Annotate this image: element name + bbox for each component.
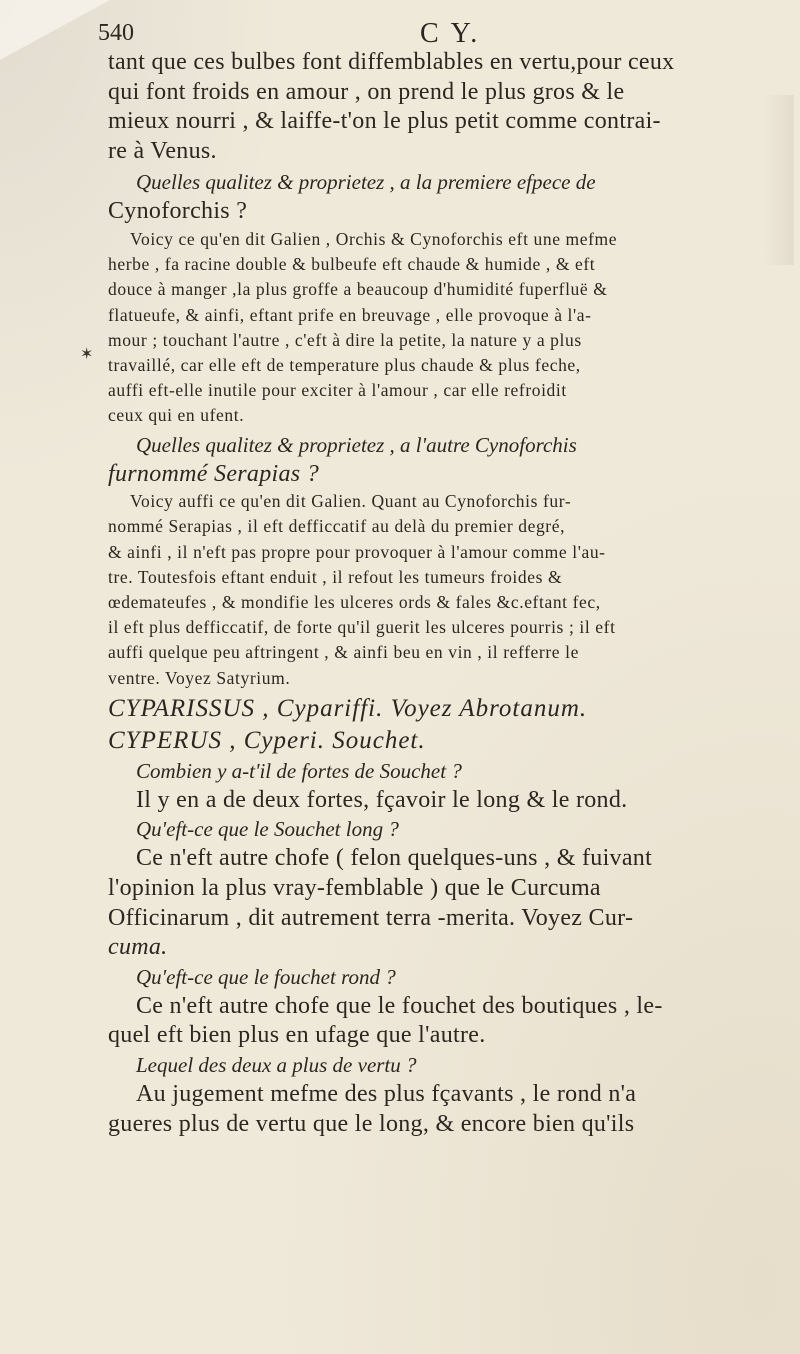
answer-paragraph [108,227,788,429]
question-heading: Lequel des deux a plus de vertu ? [136,1052,417,1077]
text-line: auffi eft-elle inutile pour exciter à l'amour , car elle refroidit [108,380,567,401]
text-line: Cynoforchis ? [108,198,248,225]
entry-title-cyparissus: CYPARISSUS , Cypariffi. Voyez Abrotanum. [108,694,588,722]
text-line: quel eft bien plus en ufage que l'autre. [108,1022,486,1049]
text-line: Ce n'eft autre chofe ( felon quelques-uns , & fuivant [136,845,653,872]
text-line: Quelles qualitez & proprietez , a la premiere efpece de [136,170,596,195]
text-line: auffi quelque peu aftringent , & ainfi beu en vin , il refferre le [108,642,579,663]
page-corner-fold [0,0,110,60]
text-block [108,48,788,1139]
text-line: qui font froids en amour , on prend le plus gros & le [108,78,625,105]
text-line: œdemateufes , & mondifie les ulceres ords & fales &c.eftant fec, [108,592,601,612]
question-heading: Qu'eft-ce que le Souchet long ? [136,817,399,842]
text-line: tant que ces bulbes font diffemblables en vertu,pour ceux [108,49,675,75]
answer-line: Il y en a de deux fortes, fçavoir le long & le rond. [136,786,628,813]
text-line: nommé Serapias , il eft defficcatif au delà du premier degré, [108,516,566,537]
text-line: gueres plus de vertu que le long, & encore bien qu'ils [108,1110,635,1137]
question-heading-continuation [108,460,788,490]
text-line: Quelles qualitez & proprietez , a l'autre Cynoforchis [136,432,577,457]
text-line: & ainfi , il n'eft pas propre pour provoquer à l'amour comme l'au- [108,541,606,562]
text-line: Voicy ce qu'en dit Galien , Orchis & Cynoforchis eft une mefme [130,228,618,249]
text-line: travaillé, car elle eft de temperature plus chaude & plus feche, [108,354,581,375]
paragraph-intro [108,48,788,166]
text-line: il eft plus defficcatif, de forte qu'il guerit les ulceres pourris ; il eft [108,617,616,638]
text-line: re à Venus. [108,137,217,164]
text-line: Ce n'eft autre chofe que le fouchet des boutiques , le- [136,992,663,1019]
text-line: herbe , fa racine double & bulbeufe eft chaude & humide , & eft [108,254,596,275]
text-line: l'opinion la plus vray-femblable ) que le Curcuma [108,875,601,901]
question-heading: Combien y a-t'il de fortes de Souchet ? [136,758,462,783]
text-line: ceux qui en ufent. [108,405,245,426]
text-line: Au jugement mefme des plus fçavants , le rond n'a [136,1080,637,1107]
text-line: cuma. [108,934,168,961]
entry-title-cyperus: CYPERUS , Cyperi. Souchet. [108,726,426,754]
text-line: Officinarum , dit autrement terra -merita. Voyez Cur- [108,904,634,931]
text-line: mieux nourri , & laiffe-t'on le plus petit comme contrai- [108,108,661,135]
answer-paragraph [108,489,788,691]
text-line: mour ; touchant l'autre , c'eft à dire la petite, la nature y a plus [108,329,582,350]
answer-paragraph [108,992,788,1051]
running-head: C Y. [420,18,481,49]
margin-mark: ✶ [80,344,94,363]
text-line: ventre. Voyez Satyrium. [108,667,291,688]
answer-paragraph [108,844,788,962]
answer-paragraph [108,1080,788,1139]
page-number: 540 [98,20,134,46]
text-line: flatueufe, & ainfi, eftant prife en breuvage , elle provoque à l'a- [108,304,592,325]
text-line: tre. Toutesfois eftant enduit , il refout les tumeurs froides & [108,566,563,587]
question-heading-continuation [108,197,788,227]
question-heading [108,168,788,197]
question-heading: Qu'eft-ce que le fouchet rond ? [136,964,396,989]
text-line: Voicy auffi ce qu'en dit Galien. Quant au Cynoforchis fur- [130,491,572,512]
text-line: furnommé Serapias ? [108,460,320,487]
text-line: douce à manger ,la plus groffe a beaucoup d'humidité fuperfluë & [108,279,608,300]
question-heading [108,431,788,460]
